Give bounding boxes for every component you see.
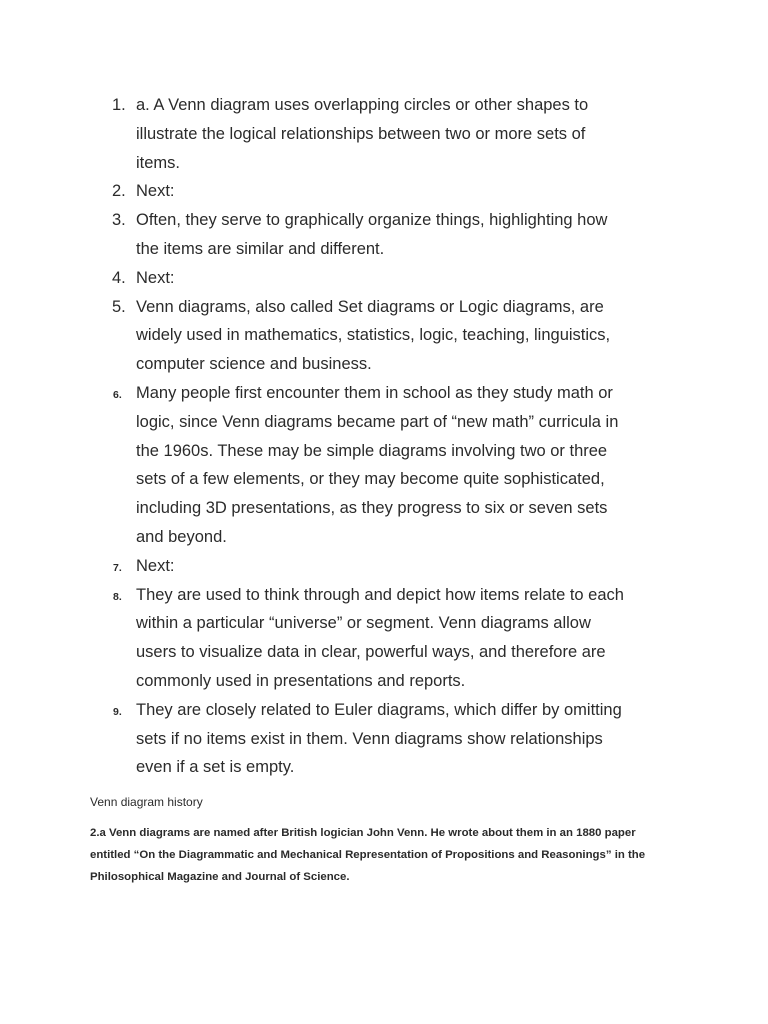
list-item-line: They are closely related to Euler diagrams, which differ by omitting bbox=[136, 700, 622, 719]
list-item-line: Next: bbox=[136, 182, 175, 201]
list-item-number: 3. bbox=[112, 211, 126, 230]
list-item-line: including 3D presentations, as they progress to six or seven sets bbox=[136, 499, 608, 518]
list-item-number: 8. bbox=[113, 590, 122, 603]
list-item-line: logic, since Venn diagrams became part of “new math” curricula in bbox=[136, 412, 619, 431]
list-item-text bbox=[136, 91, 768, 177]
body-paragraph bbox=[90, 822, 645, 888]
list-item-line: a. A Venn diagram uses overlapping circles or other shapes to bbox=[136, 96, 589, 114]
list-item-number: 6. bbox=[113, 388, 122, 401]
list-item-line: items. bbox=[136, 153, 181, 172]
list-item bbox=[0, 177, 768, 206]
list-item-text bbox=[136, 206, 768, 264]
list-item-line: computer science and business. bbox=[136, 355, 372, 374]
list-item-line: within a particular “universe” or segment. Venn diagrams allow bbox=[136, 614, 591, 633]
list-item-text bbox=[136, 379, 768, 552]
list-item-line: commonly used in presentations and reports. bbox=[136, 671, 466, 690]
list-item-text bbox=[136, 293, 768, 379]
list-item-line: illustrate the logical relationships between two or more sets of bbox=[136, 124, 586, 143]
list-item-line: sets of a few elements, or they may become quite sophisticated, bbox=[136, 470, 605, 489]
list-item-line: the items are similar and different. bbox=[136, 239, 385, 258]
list-item bbox=[0, 379, 768, 552]
list-item-number: 1. bbox=[112, 96, 126, 114]
list-item-text bbox=[136, 552, 768, 581]
list-item-text bbox=[136, 177, 768, 206]
list-item bbox=[0, 293, 768, 379]
paragraph-line: entitled “On the Diagrammatic and Mechanical Representation of Propositions and Reasonings” in the bbox=[90, 849, 646, 861]
list-item-number: 4. bbox=[112, 268, 126, 287]
section-heading: Venn diagram history bbox=[90, 795, 203, 809]
list-item bbox=[0, 696, 768, 782]
paragraph-line: 2.a Venn diagrams are named after British logician John Venn. He wrote about them in an 1880 paper bbox=[90, 827, 636, 839]
list-item-line: Next: bbox=[136, 556, 175, 575]
list-item bbox=[0, 552, 768, 581]
list-item-line: sets if no items exist in them. Venn diagrams show relationships bbox=[136, 729, 603, 748]
list-item bbox=[0, 206, 768, 264]
list-item-line: and beyond. bbox=[136, 527, 227, 546]
list-item-line: Often, they serve to graphically organize things, highlighting how bbox=[136, 211, 608, 230]
list-item-number: 7. bbox=[113, 561, 122, 574]
paragraph-line: Philosophical Magazine and Journal of Science. bbox=[90, 871, 350, 883]
list-item-number: 2. bbox=[112, 182, 126, 201]
list-item-line: users to visualize data in clear, powerful ways, and therefore are bbox=[136, 643, 606, 662]
list-item-text bbox=[136, 264, 768, 293]
list-item-text bbox=[136, 581, 768, 696]
list-item bbox=[0, 91, 768, 177]
list-item bbox=[0, 581, 768, 696]
list-item-number: 5. bbox=[112, 297, 126, 316]
list-item-line: widely used in mathematics, statistics, logic, teaching, linguistics, bbox=[136, 326, 611, 345]
list-item-line: They are used to think through and depict how items relate to each bbox=[136, 585, 624, 604]
list-item bbox=[0, 264, 768, 293]
list-item-line: even if a set is empty. bbox=[136, 758, 295, 777]
list-item-line: the 1960s. These may be simple diagrams involving two or three bbox=[136, 441, 608, 460]
list-item-line: Many people first encounter them in school as they study math or bbox=[136, 383, 613, 402]
list-item-text bbox=[136, 696, 768, 782]
list-item-line: Next: bbox=[136, 268, 175, 287]
list-item-number: 9. bbox=[113, 705, 122, 718]
list-item-line: Venn diagrams, also called Set diagrams or Logic diagrams, are bbox=[136, 297, 604, 316]
numbered-list bbox=[0, 91, 768, 782]
